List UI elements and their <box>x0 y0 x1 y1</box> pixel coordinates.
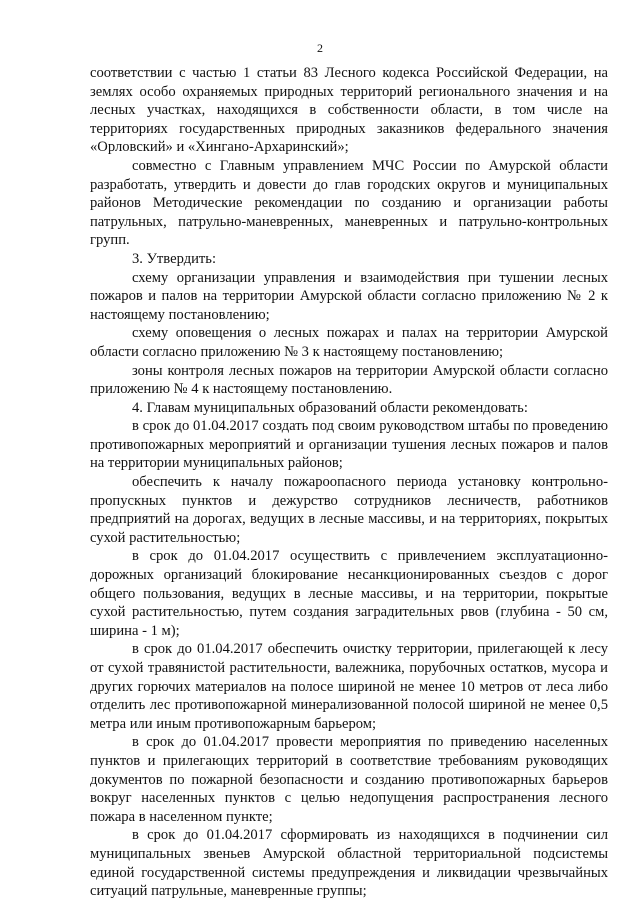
paragraph: зоны контроля лесных пожаров на территории Амурской области согласно приложению № 4 к настоящему постановлению. <box>90 362 608 398</box>
page-number: 2 <box>317 41 323 55</box>
paragraph: обеспечить к началу пожароопасного периода установку контрольно-пропускных пунктов и дежурство сотрудников лесничеств, работников предприятий на дорогах, ведущих в лесные массивы, и на территориях, покрытых сухой растительностью; <box>90 474 608 546</box>
paragraph: в срок до 01.04.2017 обеспечить очистку территории, прилегающей к лесу от сухой травянистой растительности, валежника, порубочных остатков, мусора и других горючих материалов на полосе шириной не менее 10 метров от леса либо отделить лес противопожарной минерализованной полосой шириной не менее 0,5 метра или иным противопожарным барьером; <box>90 641 608 732</box>
paragraph: совместно с Главным управлением МЧС России по Амурской области разработать, утвердить и довести до глав городских округов и муниципальных районов Методические рекомендации по созданию и организации работы патрульных, патрульно-маневренных, маневренных и патрульно-контрольных групп. <box>90 157 608 249</box>
paragraph: в срок до 01.04.2017 сформировать из находящихся в подчинении сил муниципальных звеньев Амурской областной территориальной подсистемы единой государственной системы предупреждения и ликвидации чрезвычайных ситуаций патрульные, маневренные группы; <box>90 827 608 900</box>
paragraph: схему оповещения о лесных пожарах и палах на территории Амурской области согласно приложению № 3 к настоящему постановлению; <box>90 325 608 360</box>
paragraph: в срок до 01.04.2017 провести мероприятия по приведению населенных пунктов и прилегающих территорий в соответствие требованиям руководящих документов по пожарной безопасности и созданию противопожарных барьеров вокруг населенных пунктов с целью недопущения распространения лесного пожара в населенном пункте; <box>90 734 608 825</box>
paragraph: 3. Утвердить: <box>132 250 217 267</box>
paragraph: 4. Главам муниципальных образований области рекомендовать: <box>132 399 528 416</box>
paragraph: соответствии с частью 1 статьи 83 Лесного кодекса Российской Федерации, на землях особо охраняемых природных территорий регионального значения и на лесных участках, находящихся в собственности области, в том числе на территориях государственных природных заказников федерального значения «Орловский» и «Хингано-Архаринский»; <box>90 65 608 156</box>
paragraph: в срок до 01.04.2017 создать под своим руководством штабы по проведению противопожарных мероприятий и организации тушения лесных пожаров и палов на территории муниципальных районов; <box>90 418 608 472</box>
paragraph: в срок до 01.04.2017 осуществить с привлечением эксплуатационно-дорожных организаций блокирование несанкционированных съездов с дорог общего пользования, ведущих в лесные массивы, и на территории, покрытые сухой растительностью, путем создания заградительных рвов (глубина - 50 см, ширина - 1 м); <box>90 548 608 639</box>
document-body <box>90 64 608 901</box>
paragraph: схему организации управления и взаимодействия при тушении лесных пожаров и палов на территории Амурской области согласно приложению № 2 к настоящему постановлению; <box>90 269 608 323</box>
